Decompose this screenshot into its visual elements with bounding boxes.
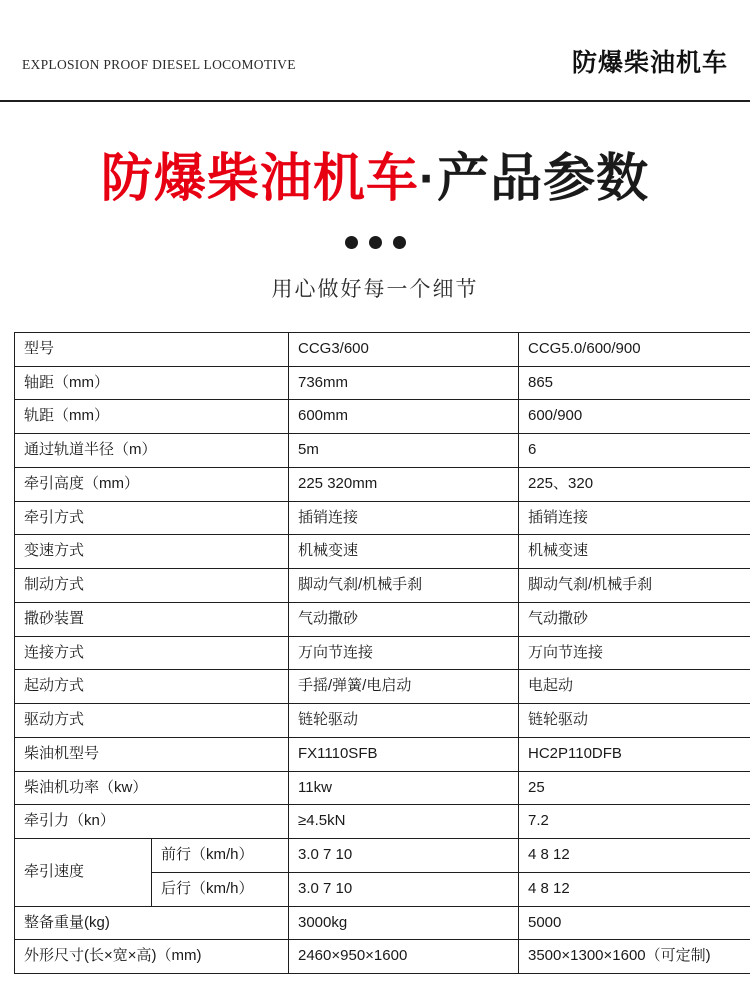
- row-value-1: FX1110SFB: [289, 737, 519, 771]
- row-label: 外形尺寸(长×宽×高)（mm): [15, 940, 289, 974]
- page-title-highlight: 防爆柴油机车: [100, 150, 419, 208]
- row-value-2: HC2P110DFB: [519, 737, 750, 771]
- table-row-speed-forward: [15, 839, 750, 873]
- header-divider: [0, 100, 750, 102]
- dot-icon: [369, 236, 382, 249]
- row-value-2: 4 8 12: [519, 839, 750, 873]
- row-value-1: 脚动气刹/机械手刹: [289, 569, 519, 603]
- row-value-1: 600mm: [289, 400, 519, 434]
- table-row: [15, 636, 750, 670]
- spec-table-body: [15, 332, 750, 973]
- row-value-2: 电起动: [519, 670, 750, 704]
- row-label: 整备重量(kg): [15, 906, 289, 940]
- table-row: [15, 737, 750, 771]
- row-value-1: 3000kg: [289, 906, 519, 940]
- page-header: [0, 0, 750, 102]
- row-value-2: 5000: [519, 906, 750, 940]
- dot-icon: [345, 236, 358, 249]
- table-row: [15, 332, 750, 366]
- row-value-2: 插销连接: [519, 501, 750, 535]
- row-value-2: 机械变速: [519, 535, 750, 569]
- table-row: [15, 400, 750, 434]
- row-label: 牵引力（kn）: [15, 805, 289, 839]
- spec-table-wrapper: [14, 332, 736, 974]
- page-title-rest: ·产品参数: [418, 150, 650, 208]
- page-subtitle: 用心做好每一个细节: [271, 276, 479, 301]
- table-row: [15, 366, 750, 400]
- row-value-1: 736mm: [289, 366, 519, 400]
- row-value-2: 气动撒砂: [519, 602, 750, 636]
- row-label: 变速方式: [15, 535, 289, 569]
- row-label: 驱动方式: [15, 704, 289, 738]
- row-label: 轨距（mm）: [15, 400, 289, 434]
- table-row: [15, 434, 750, 468]
- title-block: [0, 102, 750, 303]
- row-value-1: 3.0 7 10: [289, 839, 519, 873]
- row-value-2: 600/900: [519, 400, 750, 434]
- row-value-1: 11kw: [289, 771, 519, 805]
- row-value-1: 万向节连接: [289, 636, 519, 670]
- row-value-1: 插销连接: [289, 501, 519, 535]
- table-row: [15, 535, 750, 569]
- table-row: [15, 940, 750, 974]
- row-value-1: 手摇/弹簧/电启动: [289, 670, 519, 704]
- row-value-2: 7.2: [519, 805, 750, 839]
- row-value-1: 3.0 7 10: [289, 872, 519, 906]
- row-value-2: 225、320: [519, 467, 750, 501]
- row-value-2: 865: [519, 366, 750, 400]
- row-label-traction-speed: 牵引速度: [15, 839, 152, 907]
- table-row: [15, 467, 750, 501]
- table-row: [15, 501, 750, 535]
- row-value-1: ≥4.5kN: [289, 805, 519, 839]
- row-label: 柴油机功率（kw）: [15, 771, 289, 805]
- row-label: 型号: [15, 332, 289, 366]
- row-label: 轴距（mm）: [15, 366, 289, 400]
- table-row: [15, 906, 750, 940]
- row-label: 连接方式: [15, 636, 289, 670]
- row-label: 柴油机型号: [15, 737, 289, 771]
- row-label: 起动方式: [15, 670, 289, 704]
- row-value-2: 25: [519, 771, 750, 805]
- row-value-1: 5m: [289, 434, 519, 468]
- page-title: [0, 150, 750, 210]
- row-label: 通过轨道半径（m）: [15, 434, 289, 468]
- row-value-1: 2460×950×1600: [289, 940, 519, 974]
- row-value-1: 机械变速: [289, 535, 519, 569]
- row-value-2: 6: [519, 434, 750, 468]
- row-value-2: 脚动气刹/机械手刹: [519, 569, 750, 603]
- row-value-1: CCG3/600: [289, 332, 519, 366]
- row-label: 撒砂装置: [15, 602, 289, 636]
- table-row: [15, 569, 750, 603]
- row-value-2: CCG5.0/600/900: [519, 332, 750, 366]
- table-row: [15, 704, 750, 738]
- decorative-dots: [0, 236, 750, 249]
- row-label: 牵引方式: [15, 501, 289, 535]
- table-row: [15, 602, 750, 636]
- row-value-2: 4 8 12: [519, 872, 750, 906]
- header-chinese-title: 防爆柴油机车: [571, 49, 728, 77]
- row-value-1: 链轮驱动: [289, 704, 519, 738]
- row-value-2: 3500×1300×1600（可定制): [519, 940, 750, 974]
- row-label: 制动方式: [15, 569, 289, 603]
- row-label: 牵引高度（mm）: [15, 467, 289, 501]
- spec-table: [14, 332, 750, 974]
- table-row: [15, 771, 750, 805]
- row-value-2: 链轮驱动: [519, 704, 750, 738]
- row-value-2: 万向节连接: [519, 636, 750, 670]
- row-sublabel: 前行（km/h）: [152, 839, 289, 873]
- dot-icon: [393, 236, 406, 249]
- header-english-title: EXPLOSION PROOF DIESEL LOCOMOTIVE: [22, 57, 296, 72]
- row-value-1: 气动撒砂: [289, 602, 519, 636]
- row-value-1: 225 320mm: [289, 467, 519, 501]
- table-row: [15, 805, 750, 839]
- row-sublabel: 后行（km/h）: [152, 872, 289, 906]
- table-row: [15, 670, 750, 704]
